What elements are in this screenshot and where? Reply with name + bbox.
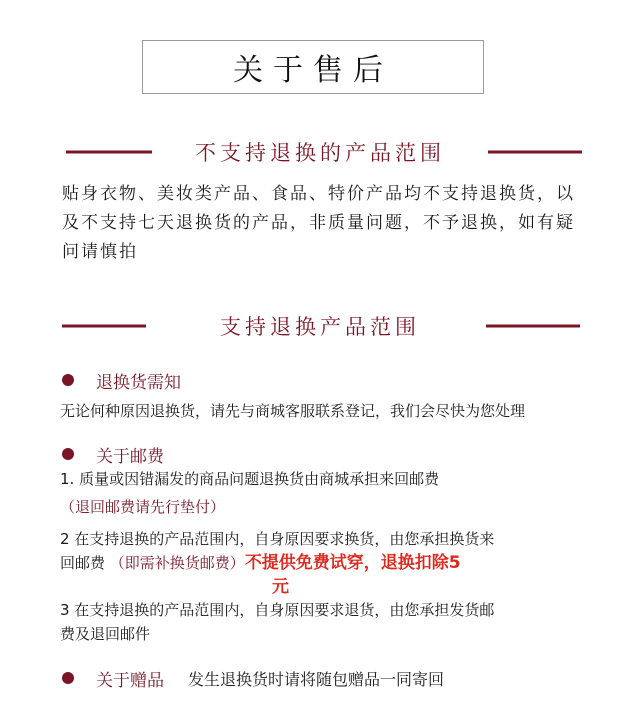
heading-rule-right	[486, 325, 580, 328]
bullet-dot-icon	[62, 374, 74, 386]
notice-bullet	[62, 368, 181, 392]
postage-item2-text-a: 2 在支持退换的产品范围内，自身原因要求换货，由您承担换货来	[60, 530, 495, 548]
postage-item2-highlight-a: 不提供免费试穿，退换扣除5	[244, 553, 461, 573]
postage-item1-note: （退回邮费请先行垫付）	[60, 498, 226, 516]
heading-rule-right	[488, 151, 582, 154]
postage-item2-highlight-line	[272, 576, 640, 598]
page-title: 关于售后	[142, 40, 484, 94]
postage-item2-note: （即需补换货邮费）	[109, 554, 245, 572]
postage-item3-text-b: 费及退回邮件	[60, 625, 151, 643]
gift-text: 发生退换货时请将随包赠品一同寄回	[188, 669, 445, 689]
heading-rule-left	[62, 325, 146, 328]
postage-item2-line	[60, 552, 620, 574]
bullet-dot-icon	[62, 448, 74, 460]
postage-item2-text-b: 回邮费	[60, 554, 106, 572]
gift-title: 关于赠品	[96, 670, 164, 691]
unsupported-paragraph: 贴身衣物、美妆类产品、食品、特价产品均不支持退换货，以及不支持七天退换货的产品，非质量问题，不予退换，如有疑问请慎拍	[62, 184, 575, 262]
postage-title: 关于邮费	[96, 446, 164, 467]
postage-item1-text: 1. 质量或因错漏发的商品问题退换货由商城承担来回邮费	[60, 470, 440, 488]
gift-bullet	[62, 666, 444, 690]
postage-bullet	[62, 442, 164, 466]
section-heading-unsupported	[0, 136, 640, 168]
section-heading-supported	[0, 310, 640, 342]
postage-item3-text-a: 3 在支持退换的产品范围内，自身原因要求退货，由您承担发货邮	[60, 601, 495, 619]
section-heading-label: 支持退换产品范围	[220, 315, 420, 339]
postage-item2-highlight-b: 元	[272, 577, 289, 597]
section-heading-label: 不支持退换的产品范围	[195, 141, 445, 165]
bullet-dot-icon	[62, 672, 74, 684]
notice-text: 无论何种原因退换货，请先与商城客服联系登记，我们会尽快为您处理	[60, 402, 526, 420]
notice-title: 退换货需知	[96, 372, 181, 393]
heading-rule-left	[66, 151, 152, 154]
